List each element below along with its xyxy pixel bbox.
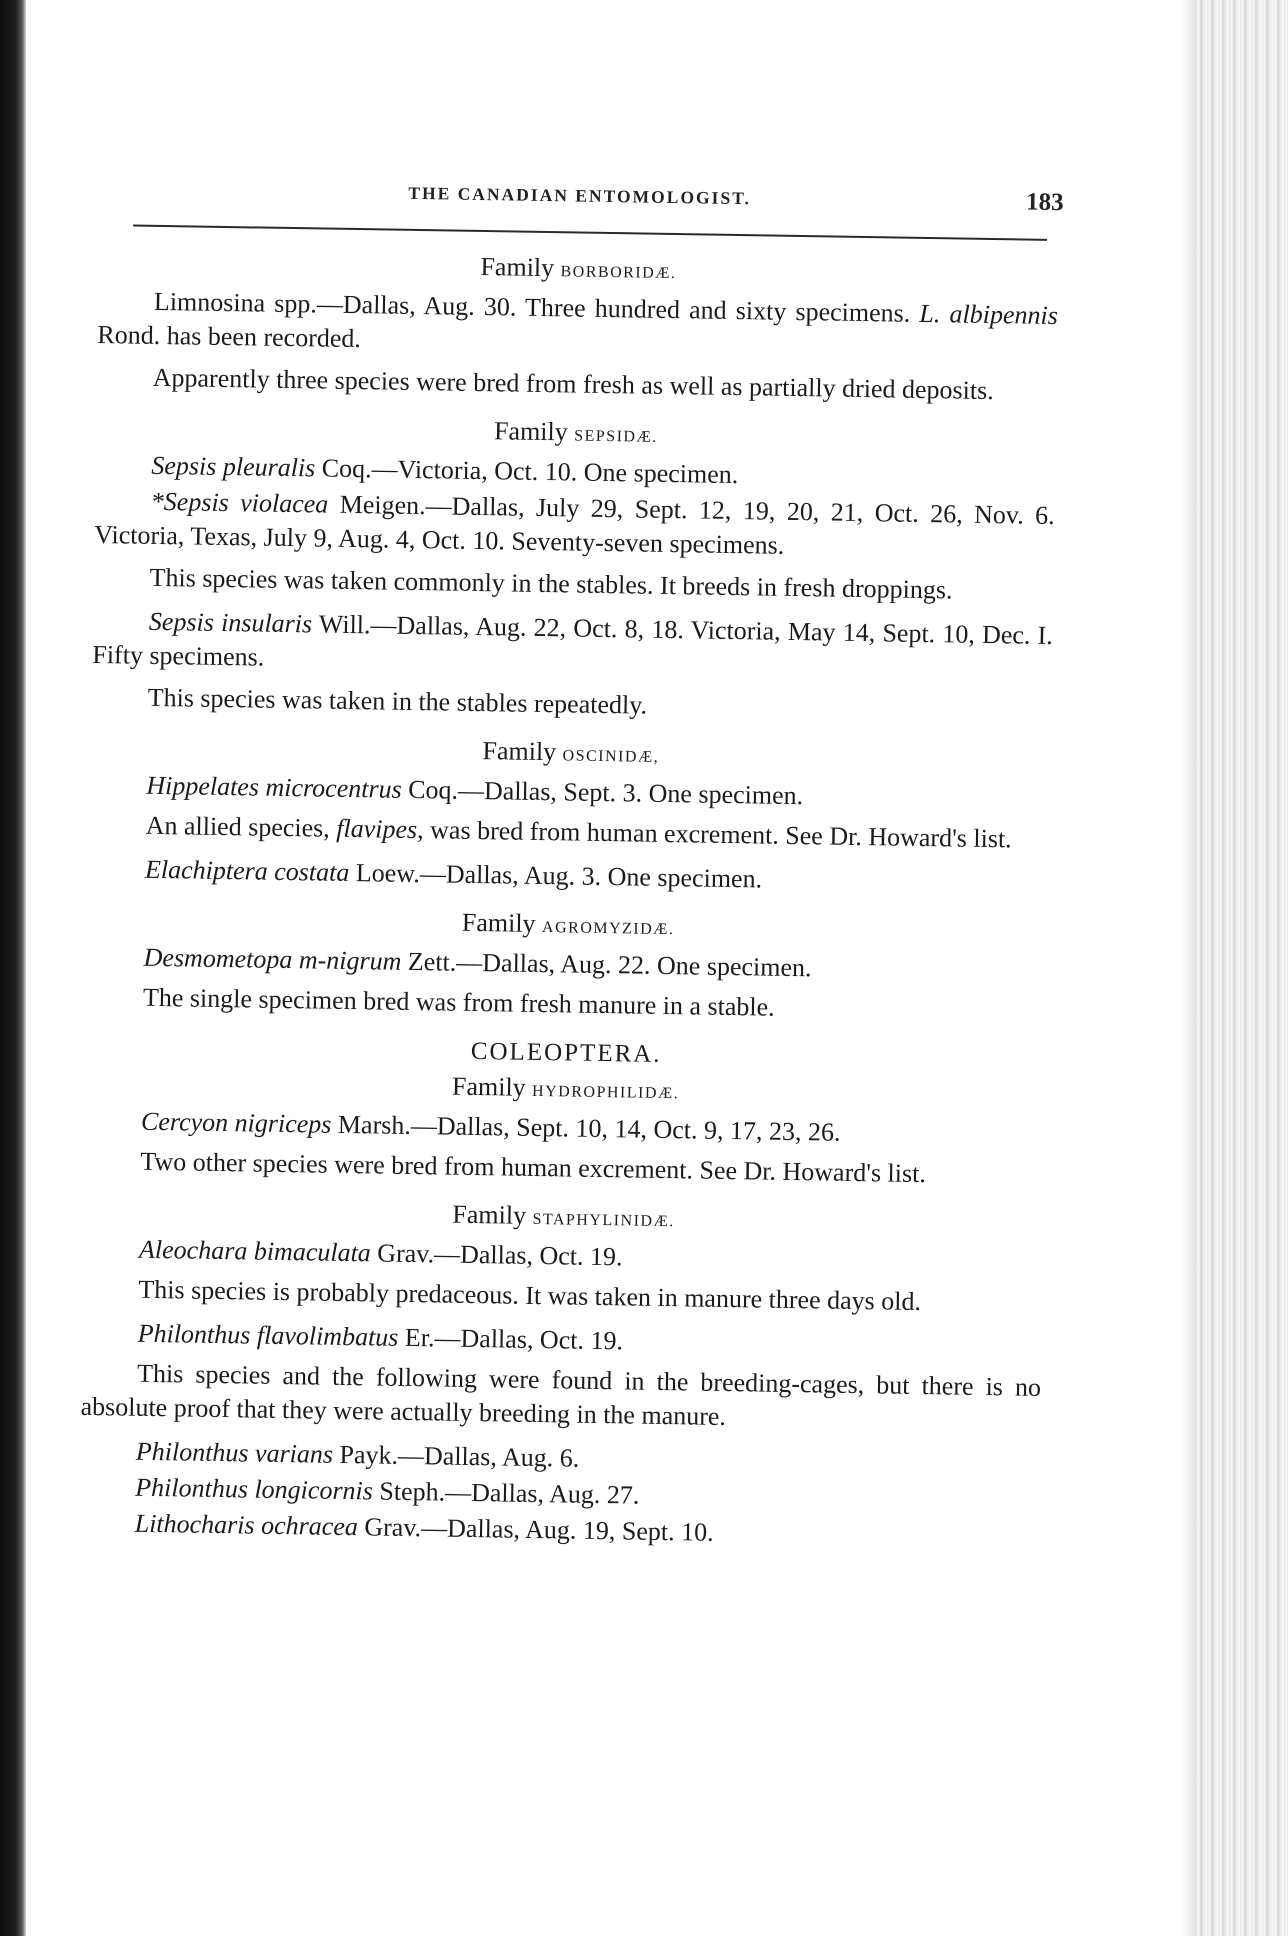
species-name: L. albipennis <box>919 298 1059 331</box>
species-entry <box>89 852 1049 901</box>
family-label: Family <box>480 251 555 283</box>
family-label: Family <box>482 736 557 767</box>
entry-text: Limnosina spp.—Dallas, Aug. 30. Three hundred and sixty specimens. <box>153 286 911 328</box>
entry-text: Coq.—Dallas, Sept. 3. One specimen. <box>401 774 804 811</box>
family-heading <box>88 902 1048 947</box>
species-name: Aleochara bimaculata <box>138 1234 372 1268</box>
book-binding-shadow <box>0 0 26 1936</box>
family-heading <box>96 410 1056 455</box>
family-heading <box>83 1194 1043 1239</box>
journal-title: THE CANADIAN ENTOMOLOGIST. <box>408 182 752 209</box>
family-name: OSCINIDÆ, <box>562 747 660 766</box>
note-paragraph: This species and the following were found in the breeding-cages, but there is no absolute proof that they were actually breeding in the manure. <box>80 1358 1042 1431</box>
species-name: Elachiptera costata <box>144 854 350 888</box>
note-paragraph <box>89 808 1049 857</box>
entry-text: Steph.—Dallas, Aug. 27. <box>372 1476 640 1510</box>
note-paragraph: This species was taken commonly in the stables. It breeds in fresh droppings. <box>149 562 953 605</box>
family-label: Family <box>451 1071 526 1102</box>
entry-text: Meigen.—Dallas, July 29, Sept. 12, 19, 20, 21, Oct. 26, Nov. 6. Victoria, Texas, July 9, Aug. 4, Oct. 10. Seventy-seven specimens. <box>94 489 1055 560</box>
note-text: An allied species, <box>145 810 337 843</box>
species-name: Desmometopa m-nigrum <box>143 942 402 976</box>
species-name: Philonthus flavolimbatus <box>137 1318 399 1352</box>
note-paragraph: Two other species were bred from human excrement. See Dr. Howard's list. <box>140 1146 927 1189</box>
page-edge-shadow <box>1180 0 1196 1936</box>
species-name: *Sepsis violacea <box>150 486 329 519</box>
species-name: Sepsis insularis <box>148 606 313 639</box>
note-paragraph: Apparently three species were bred from fresh as well as partially dried deposits. <box>152 362 994 406</box>
entry-text: Marsh.—Dallas, Sept. 10, 14, Oct. 9, 17, 23, 26. <box>331 1109 841 1147</box>
note-paragraph: The single specimen bred was from fresh manure in a stable. <box>142 982 775 1022</box>
species-name: Sepsis pleuralis <box>151 450 316 483</box>
entry-text: Grav.—Dallas, Aug. 19, Sept. 10. <box>357 1512 714 1547</box>
family-name: SEPSIDÆ. <box>574 427 658 446</box>
note-text: , was bred from human excrement. See Dr. Howard's list. <box>416 815 1012 854</box>
entry-text: Rond. has been recorded. <box>97 319 362 354</box>
family-name: AGROMYZIDÆ. <box>541 919 675 939</box>
note-paragraph: This species was taken in the stables repeatedly. <box>147 682 648 720</box>
entry-text: Payk.—Dallas, Aug. 6. <box>332 1439 580 1473</box>
entry-text: Er.—Dallas, Oct. 19. <box>398 1322 624 1356</box>
order-heading: COLEOPTERA. <box>470 1037 662 1068</box>
family-heading <box>98 246 1058 291</box>
family-name: BORBORIDÆ. <box>560 263 677 283</box>
species-name: flavipes <box>336 813 418 845</box>
entry-text: Zett.—Dallas, Aug. 22. One specimen. <box>401 946 812 983</box>
species-entry <box>92 604 1053 687</box>
species-entry <box>94 484 1055 567</box>
family-name: STAPHYLINIDÆ. <box>532 1210 675 1231</box>
family-label: Family <box>452 1199 527 1230</box>
family-label: Family <box>493 416 568 447</box>
species-entry <box>97 284 1058 367</box>
entry-text: Loew.—Dallas, Aug. 3. One specimen. <box>349 858 763 894</box>
species-name: Philonthus varians <box>135 1436 334 1469</box>
journal-page <box>78 170 1064 1557</box>
note-paragraph: This species is probably predaceous. It was taken in manure three days old. <box>138 1274 922 1317</box>
species-name: Philonthus longicornis <box>135 1472 374 1506</box>
page-stack-edge <box>1196 0 1288 1936</box>
species-name: Lithocharis ochracea <box>134 1508 359 1542</box>
family-name: HYDROPHILIDÆ. <box>531 1082 680 1103</box>
entry-text: Will.—Dallas, Aug. 22, Oct. 8, 18. Victoria, May 14, Sept. 10, Dec. I. Fifty specimens. <box>92 609 1054 672</box>
species-name: Cercyon nigriceps <box>140 1106 332 1139</box>
family-heading <box>91 730 1051 775</box>
species-name: Hippelates microcentrus <box>146 770 402 804</box>
family-label: Family <box>461 907 536 938</box>
entry-text: Grav.—Dallas, Oct. 19. <box>370 1238 623 1272</box>
page-number: 183 <box>1025 188 1064 217</box>
entry-text: Coq.—Victoria, Oct. 10. One specimen. <box>315 453 739 490</box>
